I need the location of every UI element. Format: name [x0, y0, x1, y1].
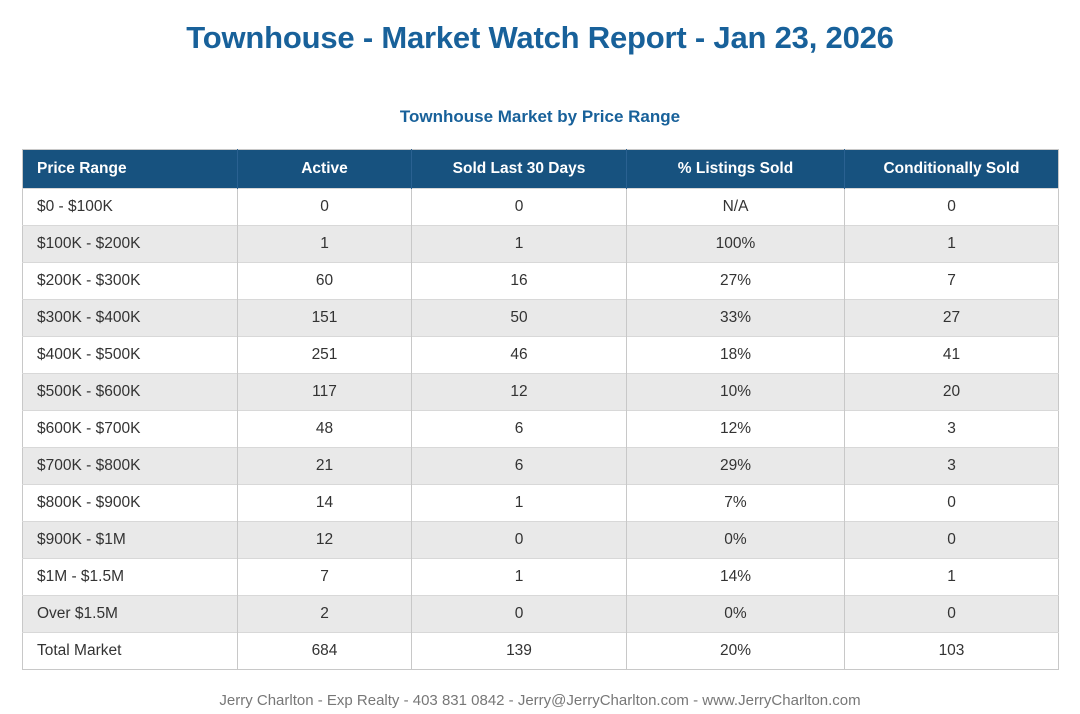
table-row [23, 448, 1059, 485]
cell-price-range: $900K - $1M [23, 522, 238, 559]
market-table [22, 149, 1059, 670]
cell-conditionally-sold: 3 [845, 411, 1059, 448]
cell-pct-sold: 7% [627, 485, 845, 522]
cell-sold: 0 [412, 522, 627, 559]
cell-active: 2 [238, 596, 412, 633]
cell-price-range: $500K - $600K [23, 374, 238, 411]
cell-active: 151 [238, 300, 412, 337]
cell-conditionally-sold: 27 [845, 300, 1059, 337]
cell-pct-sold: 18% [627, 337, 845, 374]
cell-pct-sold: 29% [627, 448, 845, 485]
column-header-price-range: Price Range [23, 150, 238, 189]
table-row [23, 226, 1059, 263]
table-header-row [23, 150, 1059, 189]
column-header-active: Active [238, 150, 412, 189]
cell-active: 14 [238, 485, 412, 522]
table-row [23, 596, 1059, 633]
table-row [23, 559, 1059, 596]
cell-conditionally-sold: 0 [845, 596, 1059, 633]
table-row [23, 189, 1059, 226]
cell-active: 117 [238, 374, 412, 411]
cell-active: 21 [238, 448, 412, 485]
section-title: Townhouse Market by Price Range [399, 107, 681, 127]
cell-price-range: $1M - $1.5M [23, 559, 238, 596]
cell-sold: 1 [412, 226, 627, 263]
cell-sold: 12 [412, 374, 627, 411]
cell-conditionally-sold: 7 [845, 263, 1059, 300]
cell-sold: 0 [412, 596, 627, 633]
cell-sold: 6 [412, 411, 627, 448]
market-table-container [22, 149, 1058, 670]
table-row [23, 522, 1059, 559]
cell-pct-sold: 0% [627, 596, 845, 633]
cell-pct-sold: 12% [627, 411, 845, 448]
table-row [23, 411, 1059, 448]
cell-price-range: $200K - $300K [23, 263, 238, 300]
cell-price-range: $300K - $400K [23, 300, 238, 337]
cell-pct-sold: 27% [627, 263, 845, 300]
cell-price-range: $600K - $700K [23, 411, 238, 448]
cell-sold: 1 [412, 559, 627, 596]
column-header-sold-last-30-days: Sold Last 30 Days [412, 150, 627, 189]
table-row [23, 263, 1059, 300]
page-title: Townhouse - Market Watch Report - Jan 23, 2026 [186, 20, 894, 55]
cell-active: 48 [238, 411, 412, 448]
cell-conditionally-sold: 0 [845, 522, 1059, 559]
cell-sold: 16 [412, 263, 627, 300]
cell-pct-sold: 14% [627, 559, 845, 596]
cell-pct-sold: 0% [627, 522, 845, 559]
cell-active: 1 [238, 226, 412, 263]
cell-price-range: $400K - $500K [23, 337, 238, 374]
cell-sold: 50 [412, 300, 627, 337]
cell-active: 60 [238, 263, 412, 300]
cell-sold: 0 [412, 189, 627, 226]
footer-contact: Jerry Charlton - Exp Realty - 403 831 0842 - Jerry@JerryCharlton.com - www.JerryCharlton.com [219, 692, 861, 710]
cell-conditionally-sold: 1 [845, 559, 1059, 596]
cell-sold: 6 [412, 448, 627, 485]
cell-sold: 1 [412, 485, 627, 522]
cell-conditionally-sold: 20 [845, 374, 1059, 411]
cell-pct-sold: 100% [627, 226, 845, 263]
cell-price-range: Over $1.5M [23, 596, 238, 633]
column-header-pct-listings-sold: % Listings Sold [627, 150, 845, 189]
cell-active: 7 [238, 559, 412, 596]
cell-pct-sold: 10% [627, 374, 845, 411]
cell-active: 251 [238, 337, 412, 374]
column-header-conditionally-sold: Conditionally Sold [845, 150, 1059, 189]
cell-active: 12 [238, 522, 412, 559]
cell-conditionally-sold: 1 [845, 226, 1059, 263]
cell-pct-sold: 33% [627, 300, 845, 337]
cell-active: 684 [238, 633, 412, 670]
table-header [23, 150, 1059, 189]
table-row [23, 485, 1059, 522]
cell-price-range: $800K - $900K [23, 485, 238, 522]
table-row [23, 300, 1059, 337]
cell-pct-sold: N/A [627, 189, 845, 226]
cell-conditionally-sold: 0 [845, 189, 1059, 226]
table-body [23, 189, 1059, 670]
cell-conditionally-sold: 3 [845, 448, 1059, 485]
cell-price-range: $100K - $200K [23, 226, 238, 263]
cell-conditionally-sold: 0 [845, 485, 1059, 522]
cell-pct-sold: 20% [627, 633, 845, 670]
cell-price-range: Total Market [23, 633, 238, 670]
table-row-total [23, 633, 1059, 670]
cell-active: 0 [238, 189, 412, 226]
cell-sold: 139 [412, 633, 627, 670]
cell-conditionally-sold: 41 [845, 337, 1059, 374]
cell-sold: 46 [412, 337, 627, 374]
table-row [23, 374, 1059, 411]
cell-price-range: $700K - $800K [23, 448, 238, 485]
table-row [23, 337, 1059, 374]
cell-price-range: $0 - $100K [23, 189, 238, 226]
cell-conditionally-sold: 103 [845, 633, 1059, 670]
